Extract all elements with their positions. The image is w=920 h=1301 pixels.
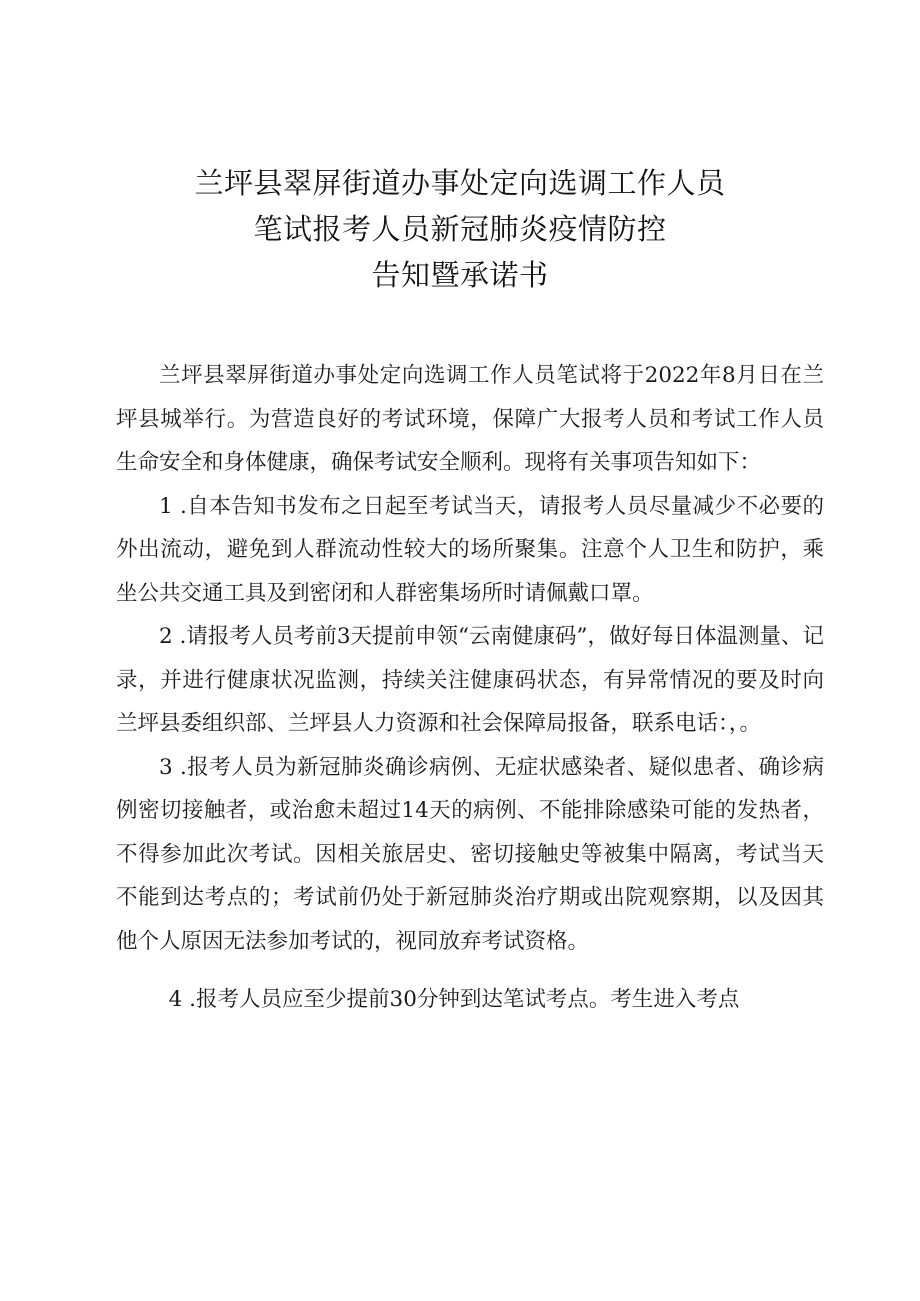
item-2-paragraph: 2 .请报考人员考前3天提前申领“云南健康码”，做好每日体温测量、记录，并进行健康状况监测，持续关注健康码状态，有异常情况的要及时向兰坪县委组织部、兰坪县人力资源和社会保障局报备，联系电话：，。 [116, 624, 825, 736]
item-1-paragraph: 1 .自本告知书发布之日起至考试当天，请报考人员尽量减少不必要的外出流动，避免到人群流动性较大的场所聚集。注意个人卫生和防护，乘坐公共交通工具及到密闭和人群密集场所时请佩戴口罩。 [116, 493, 824, 606]
item-3-paragraph: 3 .报考人员为新冠肺炎确诊病例、无症状感染者、疑似患者、确诊病例密切接触者，或治愈未超过14天的病例、不能排除感染可能的发热者，不得参加此次考试。因相关旅居史、密切接触史等被集中隔离，考试当天不能到达考点的；考试前仍处于新冠肺炎治疗期或出院观察期，以及因其他个人原因无法参加考试的，视同放弃考试资格。 [116, 754, 824, 954]
document-title [0, 160, 920, 298]
title-line-3: 告知暨承诺书 [371, 258, 549, 292]
title-line-1: 兰坪县翠屏街道办事处定向选调工作人员 [194, 166, 726, 200]
document-body [116, 354, 824, 1022]
title-line-2: 笔试报考人员新冠肺炎疫情防控 [253, 212, 667, 246]
intro-paragraph: 兰坪县翠屏街道办事处定向选调工作人员笔试将于2022年8月日在兰坪县城举行。为营造良好的考试环境，保障广大报考人员和考试工作人员生命安全和身体健康，确保考试安全顺利。现将有关事项告知如下： [116, 363, 824, 475]
item-4-paragraph: 4 .报考人员应至少提前30分钟到达笔试考点。考生进入考点 [168, 987, 740, 1012]
